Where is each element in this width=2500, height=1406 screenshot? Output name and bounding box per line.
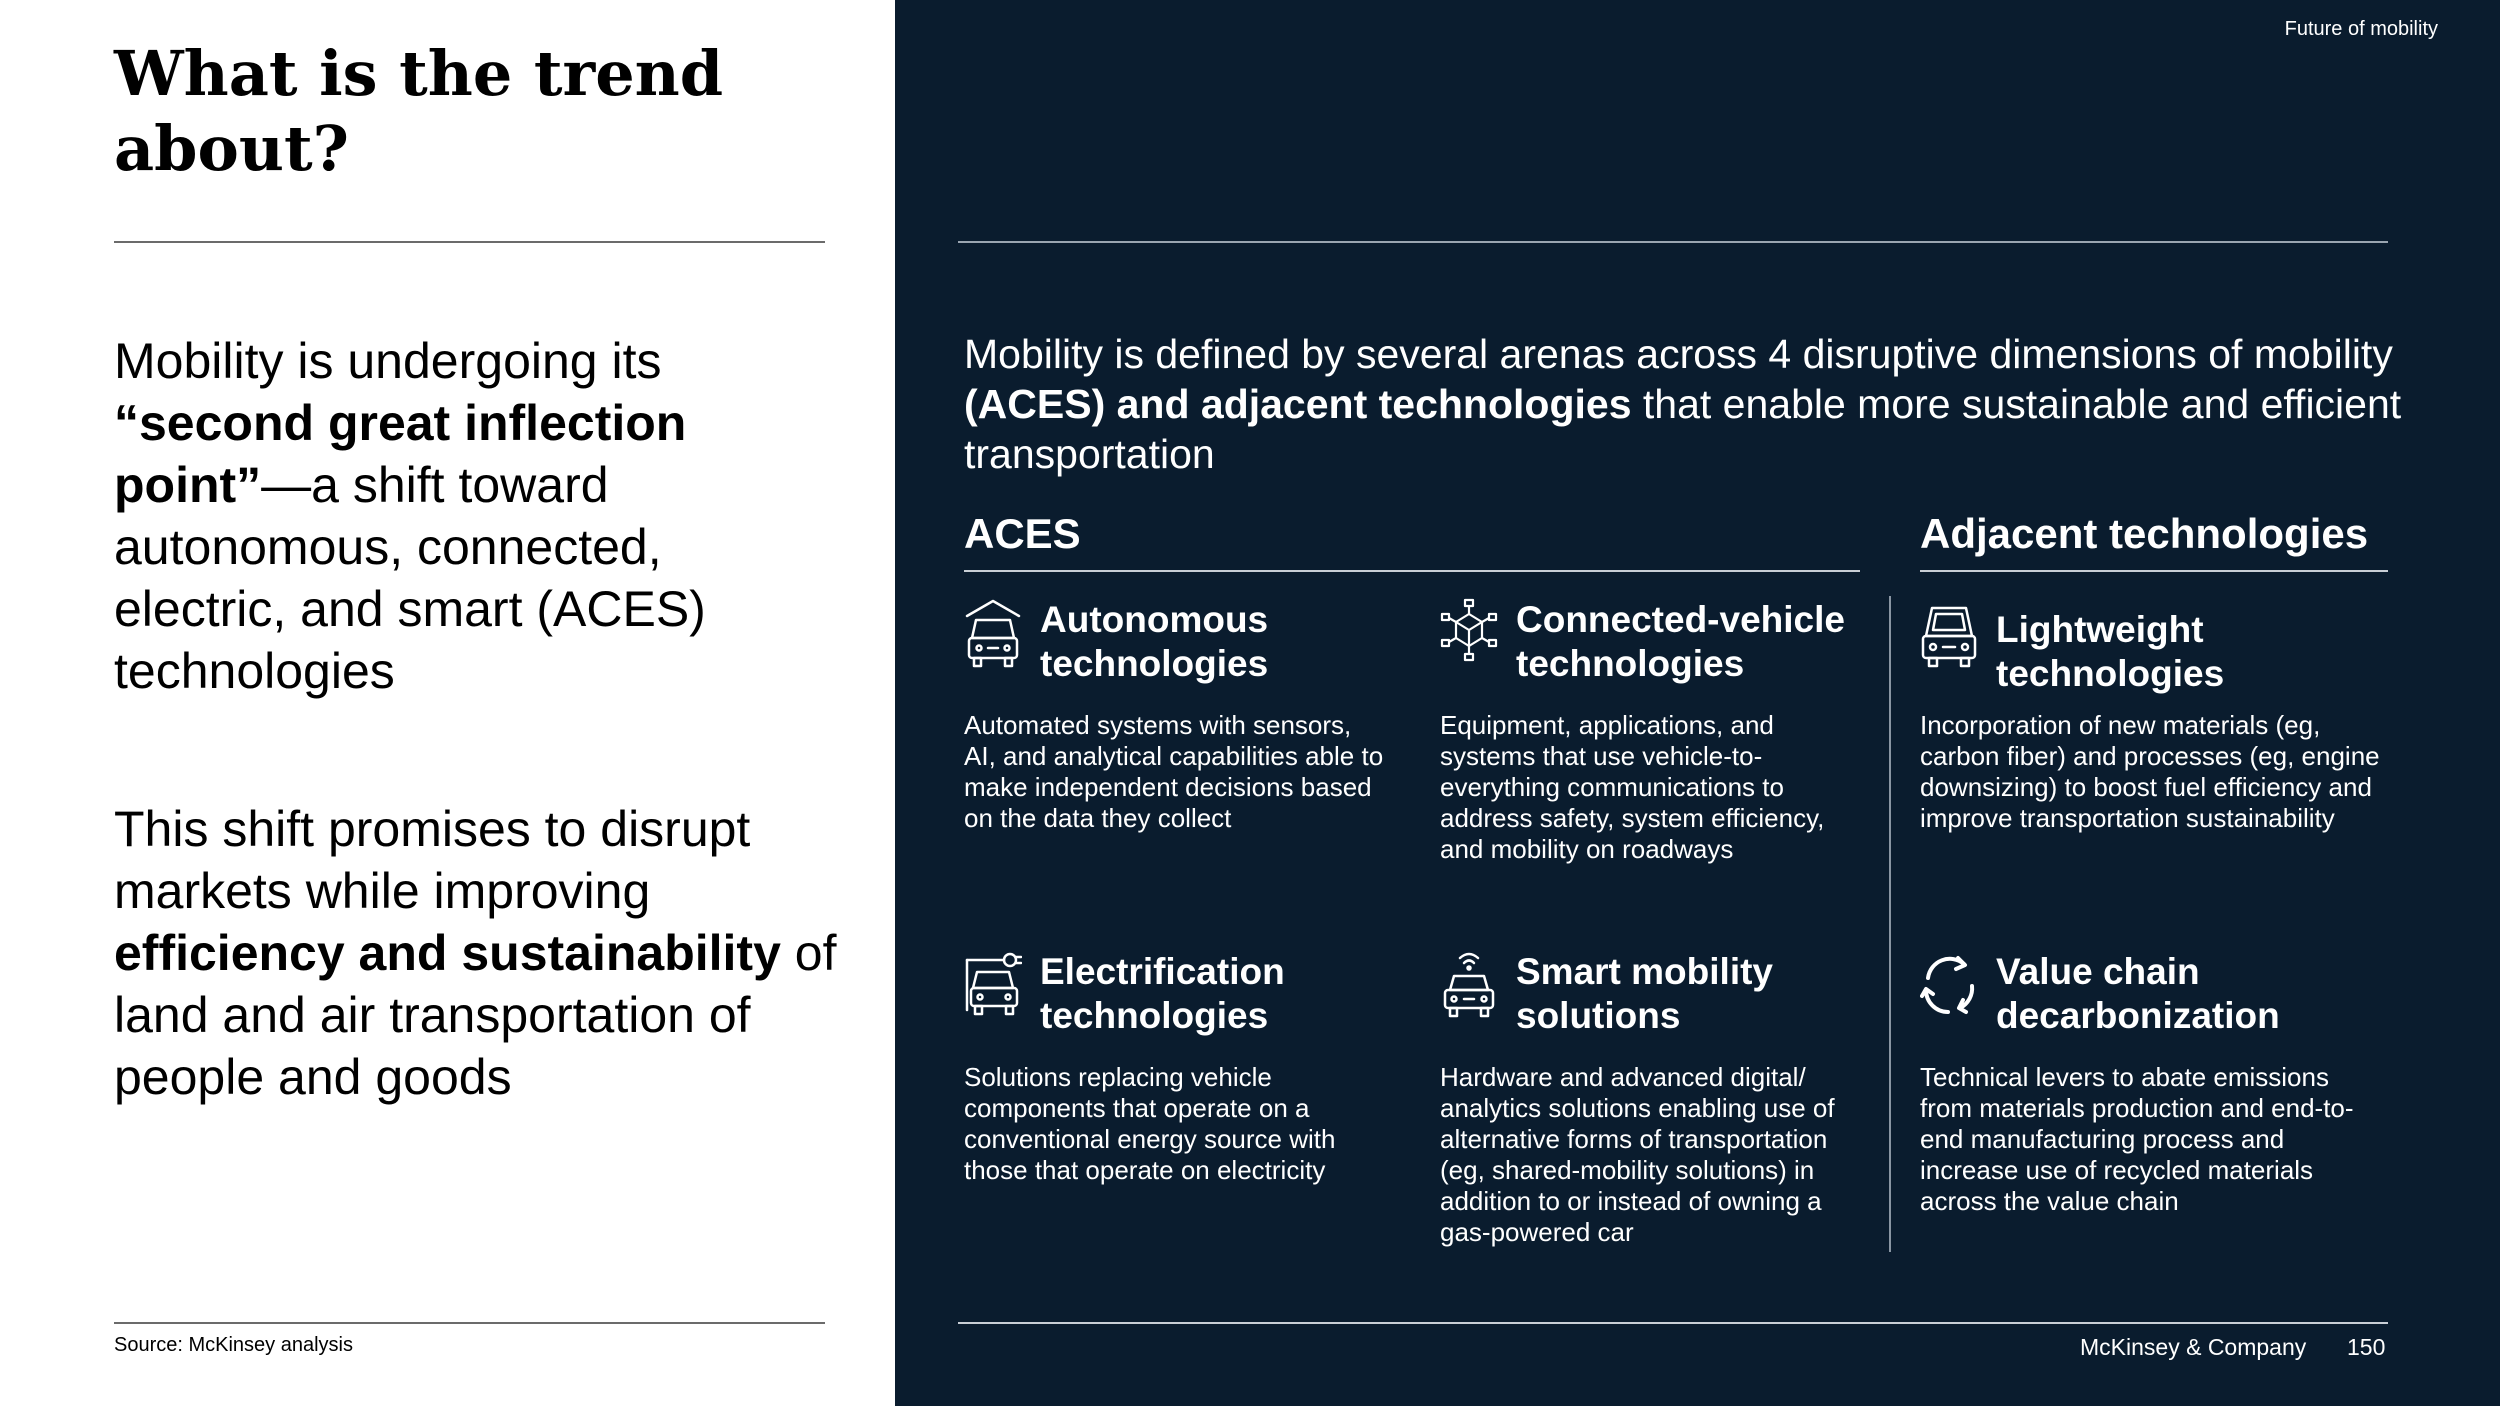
summary-paragraph-1: Mobility is undergoing its “second great inflection point”—a shift toward autonomous, connected, electric, and smart (ACES) technologies [114,333,706,699]
summary-paragraph-2: This shift promises to disrupt markets while improving efficiency and sustainability of land and air transportation of people and goods [114,801,837,1105]
item-title: Autonomous technologies [1040,599,1269,684]
autonomous-car-icon [964,598,1022,672]
item-description: Technical levers to abate emissions from materials production and end-to-end manufacturing process and increase use of recycled materials across the value chain [1920,1062,2354,1216]
adjacent-underline [1920,570,2388,572]
aces-heading: ACES [964,510,1081,557]
footer-divider [114,1322,825,1324]
item-title: Value chain decarbonization [1996,951,2280,1036]
source-note: Source: McKinsey analysis [114,1334,353,1356]
page-title: What is the trend about? [114,37,724,185]
page-number: 150 [2347,1334,2386,1360]
adjacent-heading: Adjacent technologies [1920,510,2369,557]
item-description: Equipment, applications, and systems that use vehicle-to-everything communications to address safety, system efficiency, and mobility on roadways [1440,710,1825,864]
connected-network-icon [1440,598,1498,672]
item-title: Electrification technologies [1040,951,1285,1036]
recycle-arrows-icon [1920,950,1978,1024]
column-divider [1889,596,1891,1252]
item-description: Incorporation of new materials (eg, carbon fiber) and processes (eg, engine downsizing) to boost fuel efficiency and improve transportation sustainability [1920,710,2380,833]
header-divider [958,241,2388,243]
intro-text: Mobility is defined by several arenas across 4 disruptive dimensions of mobility (ACES) and adjacent technologies that enable more sustainable and efficient transportation [964,331,2402,477]
company-name: McKinsey & Company [2080,1334,2307,1360]
title-divider [114,241,825,243]
footer-rule [958,1322,2388,1324]
item-description: Hardware and advanced digital/ analytics solutions enabling use of alternative forms of transportation (eg, shared-mobility solutions) in addition to or instead of owning a gas-powered car [1440,1062,1835,1247]
right-panel [895,0,2500,1406]
item-title: Lightweight technologies [1996,609,2225,694]
electric-car-plug-icon [964,950,1022,1024]
item-title: Connected-vehicle technologies [1516,599,1845,684]
item-description: Automated systems with sensors, AI, and analytical capabilities able to make independent decisions based on the data they collect [964,710,1384,833]
smart-car-signal-icon [1440,950,1498,1024]
lightweight-car-icon [1920,604,1978,678]
aces-underline [964,570,1860,572]
section-header-label: Future of mobility [2284,18,2438,40]
item-description: Solutions replacing vehicle components that operate on a conventional energy source with those that operate on electricity [964,1062,1336,1185]
item-title: Smart mobility solutions [1516,951,1773,1036]
left-panel [0,0,895,1406]
